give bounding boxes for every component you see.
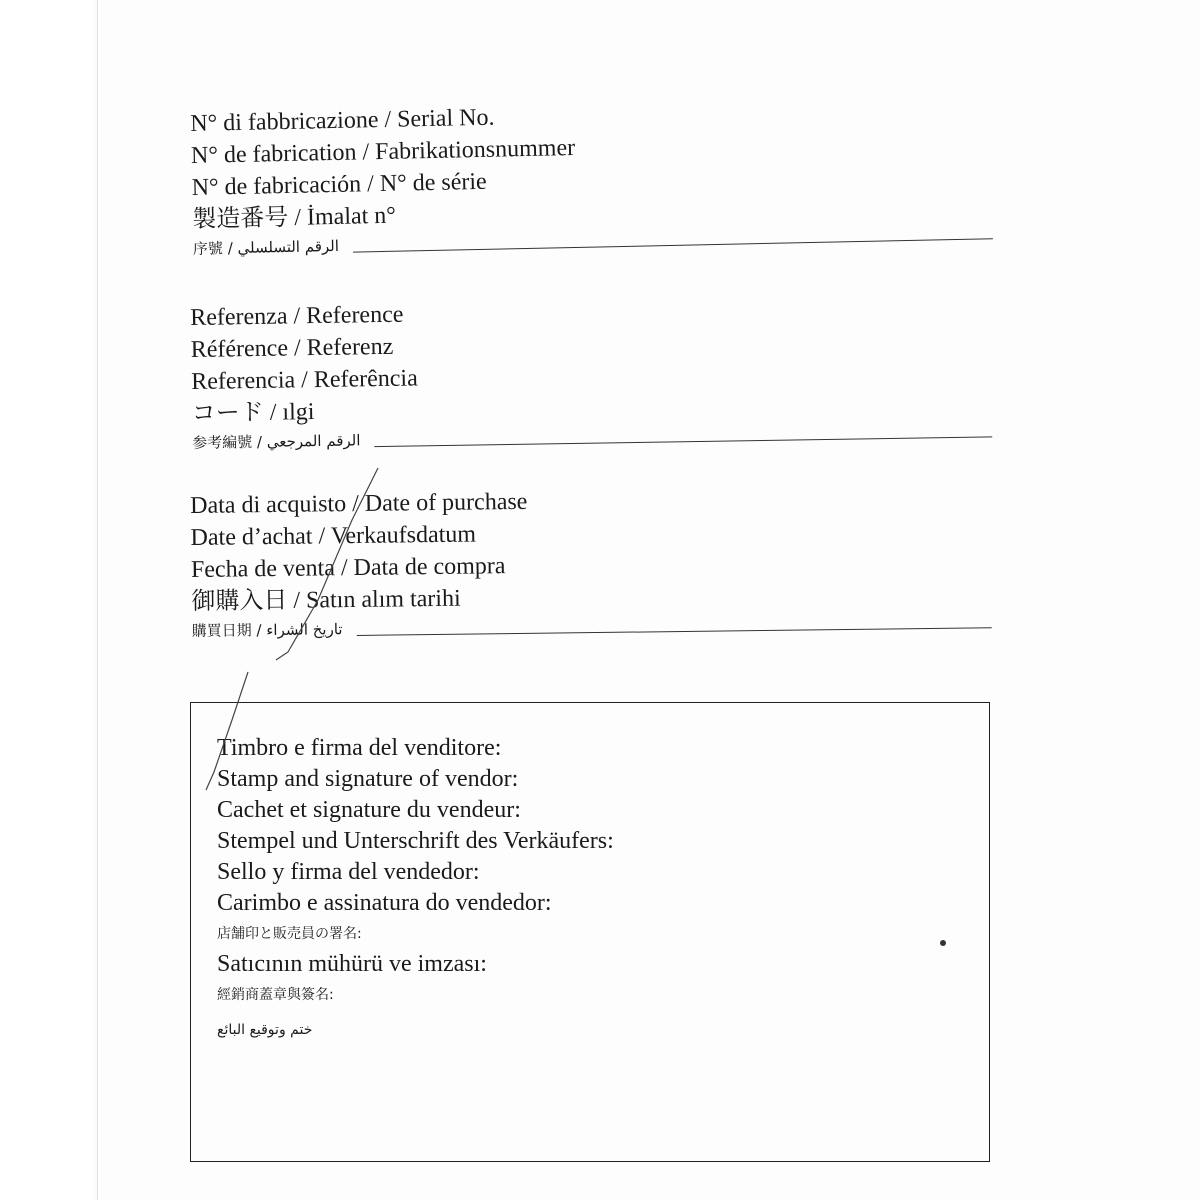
vendor-label-pt: Carimbo e assinatura do vendedor: [217, 890, 552, 916]
purchase-label-2: Date d’achat / Verkaufsdatum [190, 521, 477, 551]
purchase-label-3: Fecha de venta / Data de compra [190, 553, 506, 583]
purchase-write-rule [357, 627, 992, 636]
serial-label-4: 製造番号 / İmalat n° [192, 202, 397, 233]
serial-label-5: 序號 / الرقم التسلسلي [192, 236, 340, 258]
vendor-label-tr: Satıcının mühürü ve imzası: [217, 951, 487, 977]
left-margin [0, 0, 97, 1200]
vendor-label-it: Timbro e firma del venditore: [217, 735, 502, 761]
reference-label-1: Referenza / Reference [190, 301, 404, 331]
vendor-label-es: Sello y firma del vendedor: [217, 859, 480, 885]
vendor-label-en: Stamp and signature of vendor: [217, 766, 519, 792]
serial-label-3: N° de fabricación / N° de série [191, 168, 487, 201]
serial-label-2: N° de fabrication / Fabrikationsnummer [190, 134, 576, 169]
purchase-label-5: 購買日期 / تاريخ الشراء [191, 620, 343, 640]
vendor-label-ar: ختم وتوقيع البائع [217, 1022, 313, 1038]
purchase-label-1: Data di acquisto / Date of purchase [190, 488, 528, 519]
ink-speck [940, 940, 946, 946]
purchase-date-field [190, 480, 992, 644]
reference-field [190, 289, 992, 456]
vendor-label-de: Stempel und Unterschrift des Verkäufers: [217, 828, 614, 854]
reference-label-2: Référence / Referenz [190, 333, 394, 363]
reference-label-4: コード / ılgi [191, 399, 315, 427]
vendor-label-ja: 店舗印と販売員の署名: [217, 926, 362, 942]
purchase-label-4: 御購入日 / Satın alım tarihi [191, 585, 461, 615]
serial-number-field [190, 91, 993, 262]
reference-label-3: Referencia / Referência [191, 365, 418, 395]
vendor-label-zh: 經銷商蓋章與簽名: [217, 987, 334, 1003]
vendor-stamp-box [190, 702, 990, 1162]
reference-label-5: 参考編號 / الرقم المرجعي [192, 431, 361, 452]
serial-label-1: N° di fabbricazione / Serial No. [190, 104, 495, 137]
vendor-label-fr: Cachet et signature du vendeur: [217, 797, 521, 823]
